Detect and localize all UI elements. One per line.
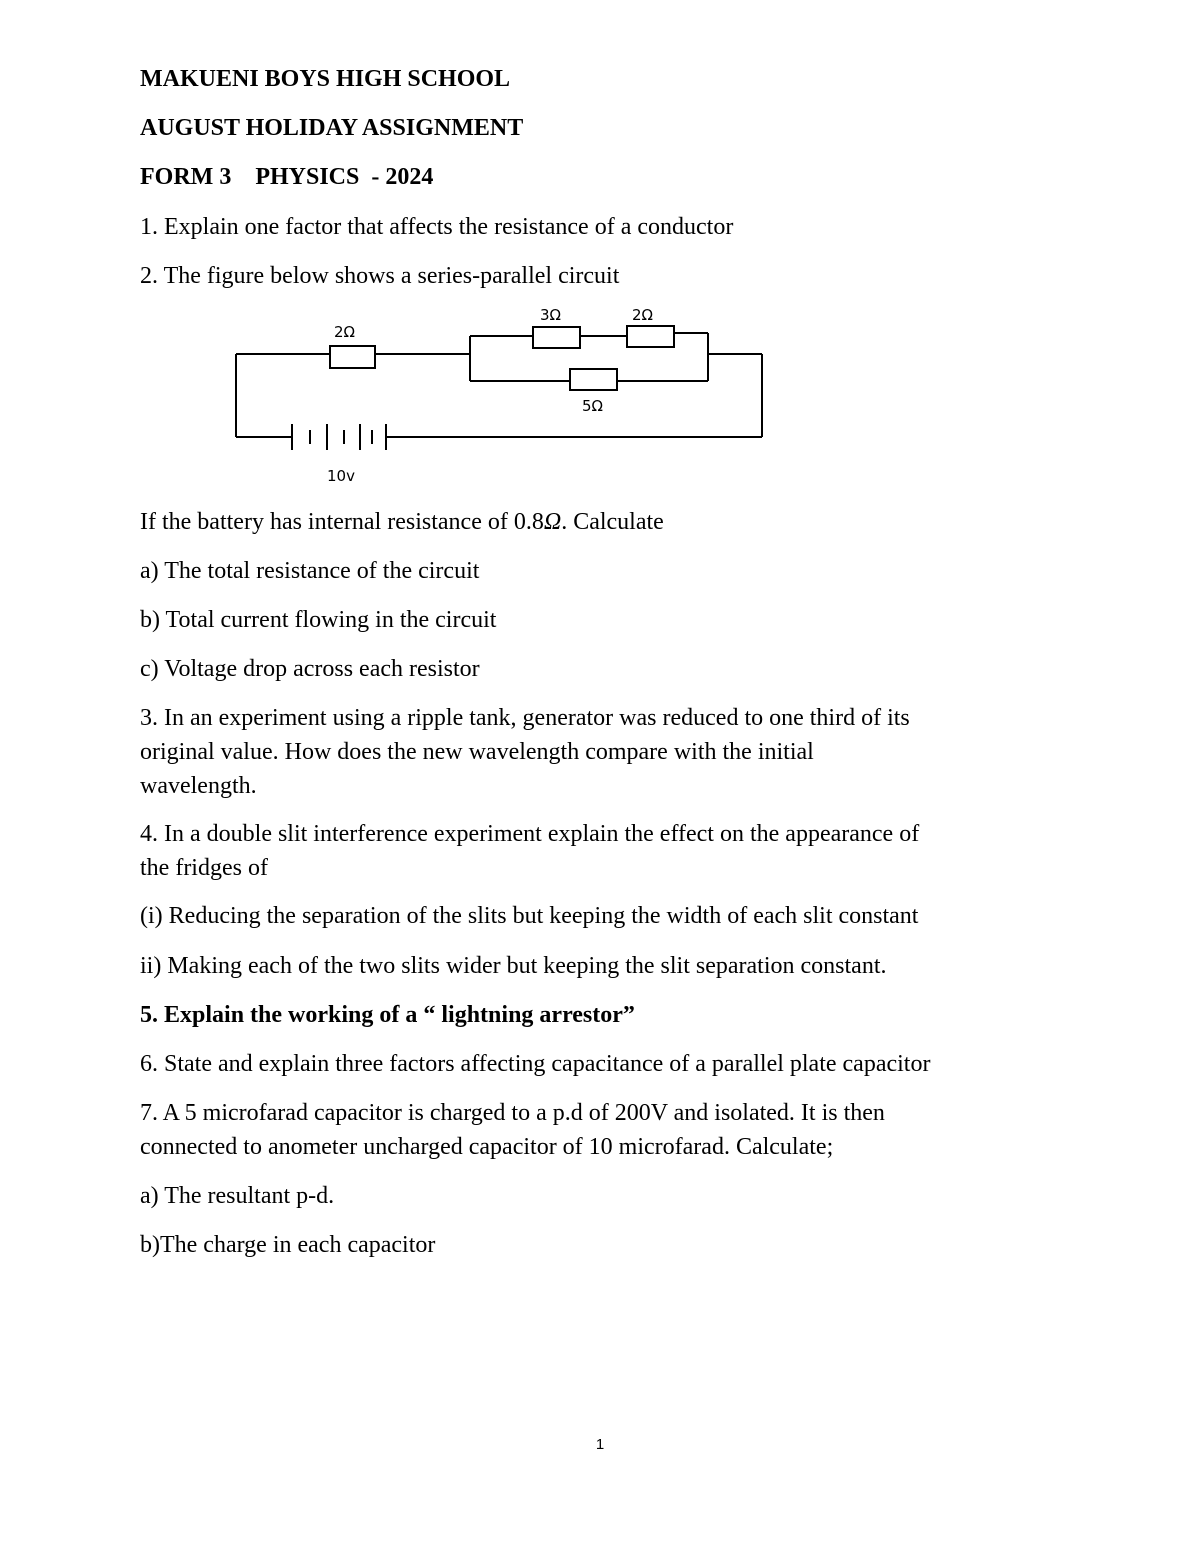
battery-symbol bbox=[292, 424, 386, 450]
resistor-series bbox=[330, 346, 375, 368]
resistor-bottom bbox=[570, 369, 617, 390]
form-subject-line: FORM 3 PHYSICS - 2024 bbox=[140, 164, 434, 190]
question-2-intro bbox=[140, 505, 664, 539]
question-7-line-2: connected to anometer uncharged capacitor of 10 microfarad. Calculate; bbox=[140, 1134, 834, 1160]
label-battery: 10v bbox=[327, 467, 355, 485]
school-name: MAKUENI BOYS HIGH SCHOOL bbox=[140, 66, 511, 92]
question-7-line-1: 7. A 5 microfarad capacitor is charged to a p.d of 200V and isolated. It is then bbox=[140, 1100, 885, 1126]
label-bottom-resistor: 5Ω bbox=[582, 397, 604, 415]
question-3-line-2: original value. How does the new wavelength compare with the initial bbox=[140, 739, 814, 765]
q2-intro-text: If the battery has internal resistance of 0.8 bbox=[140, 509, 544, 535]
question-2: 2. The figure below shows a series-parallel circuit bbox=[140, 263, 620, 289]
question-4ii: ii) Making each of the two slits wider but keeping the slit separation constant. bbox=[140, 953, 887, 979]
resistor-top-left bbox=[533, 327, 580, 348]
question-4-line-1: 4. In a double slit interference experiment explain the effect on the appearance of bbox=[140, 821, 920, 847]
question-4-line-2: the fridges of bbox=[140, 855, 268, 881]
question-2b: b) Total current flowing in the circuit bbox=[140, 607, 497, 633]
series-parallel-circuit-diagram bbox=[0, 0, 1200, 500]
question-3-line-1: 3. In an experiment using a ripple tank, generator was reduced to one third of its bbox=[140, 705, 910, 731]
question-2c: c) Voltage drop across each resistor bbox=[140, 656, 480, 682]
question-7a: a) The resultant p-d. bbox=[140, 1183, 335, 1209]
question-7b: b)The charge in each capacitor bbox=[140, 1232, 436, 1258]
assignment-title: AUGUST HOLIDAY ASSIGNMENT bbox=[140, 115, 524, 141]
question-5: 5. Explain the working of a “ lightning arrestor” bbox=[140, 1002, 635, 1028]
question-2a: a) The total resistance of the circuit bbox=[140, 558, 480, 584]
question-4i: (i) Reducing the separation of the slits but keeping the width of each slit constant bbox=[140, 903, 919, 929]
label-top-left-resistor: 3Ω bbox=[540, 306, 562, 324]
resistor-top-right bbox=[627, 326, 674, 347]
question-1: 1. Explain one factor that affects the resistance of a conductor bbox=[140, 214, 734, 240]
label-series-resistor: 2Ω bbox=[334, 323, 356, 341]
page-number: 1 bbox=[595, 1436, 605, 1453]
omega-symbol: Ω bbox=[543, 509, 562, 535]
question-3-line-3: wavelength. bbox=[140, 773, 257, 799]
label-top-right-resistor: 2Ω bbox=[632, 306, 654, 324]
q2-intro-text-end: . Calculate bbox=[561, 509, 664, 535]
question-6: 6. State and explain three factors affecting capacitance of a parallel plate capacitor bbox=[140, 1051, 931, 1077]
